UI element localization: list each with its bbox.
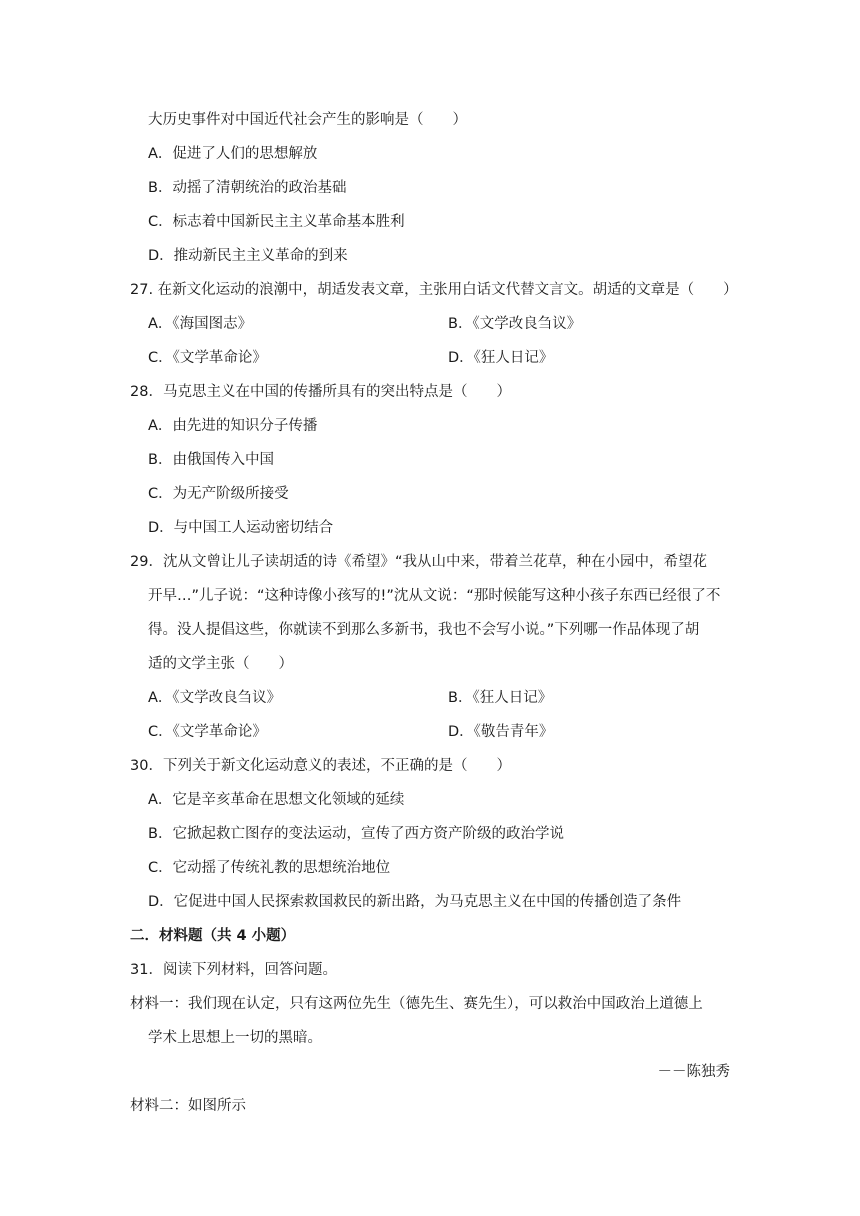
q28-option-c: C．为无产阶级所接受 bbox=[148, 486, 289, 502]
q28-option-b: B．由俄国传入中国 bbox=[148, 452, 274, 468]
q29-option-a: A．《文学改良刍议》 bbox=[148, 690, 282, 706]
q27-option-b: B．《文学改良刍议》 bbox=[448, 316, 582, 332]
q26-stem-continuation: 大历史事件对中国近代社会产生的影响是（ ） bbox=[148, 112, 467, 128]
material-1-line-2: 学术上思想上一切的黑暗。 bbox=[148, 1030, 322, 1046]
material-1-source: －－陈独秀 bbox=[657, 1064, 730, 1080]
q28-option-a: A．由先进的知识分子传播 bbox=[148, 418, 318, 434]
q30-option-a: A．它是辛亥革命在思想文化领域的延续 bbox=[148, 792, 405, 808]
q29-stem-line-4: 适的文学主张（ ） bbox=[148, 656, 293, 672]
q27-option-c: C．《文学革命论》 bbox=[148, 350, 267, 366]
q26-option-c: C．标志着中国新民主主义革命基本胜利 bbox=[148, 214, 405, 230]
q28-option-d: D．与中国工人运动密切结合 bbox=[148, 520, 334, 536]
q30-option-b: B．它掀起救亡图存的变法运动，宣传了西方资产阶级的政治学说 bbox=[148, 826, 564, 842]
q29-stem-line-2: 开早…”儿子说：“这种诗像小孩写的!”沈从文说：“那时候能写这种小孩子东西已经很了不 bbox=[148, 588, 721, 604]
q26-option-d: D．推动新民主主义革命的到来 bbox=[148, 248, 348, 264]
q26-option-a: A．促进了人们的思想解放 bbox=[148, 146, 318, 162]
q30-option-d: D．它促进中国人民探索救国救民的新出路，为马克思主义在中国的传播创造了条件 bbox=[148, 894, 682, 910]
q29-option-d: D．《敬告青年》 bbox=[448, 724, 554, 740]
q28-stem: 28．马克思主义在中国的传播所具有的突出特点是（ ） bbox=[130, 384, 511, 400]
material-1-line-1: 材料一：我们现在认定，只有这两位先生（德先生、赛先生），可以救治中国政治上道德上 bbox=[130, 996, 703, 1012]
q29-stem-line-1: 29．沈从文曾让儿子读胡适的诗《希望》“我从山中来，带着兰花草，种在小园中，希望花 bbox=[130, 554, 707, 570]
q31-stem: 31．阅读下列材料，回答问题。 bbox=[130, 962, 337, 978]
q27-option-a: A．《海国图志》 bbox=[148, 316, 253, 332]
q27-stem: 27. 在新文化运动的浪潮中，胡适发表文章，主张用白话文代替文言文。胡适的文章是（ ） bbox=[130, 282, 738, 298]
q27-option-d: D．《狂人日记》 bbox=[448, 350, 554, 366]
section-2-title: 二．材料题（共 4 小题） bbox=[130, 928, 296, 944]
q29-stem-line-3: 得。没人提倡这些，你就读不到那么多新书，我也不会写小说。”下列哪一作品体现了胡 bbox=[148, 622, 700, 638]
q30-stem: 30．下列关于新文化运动意义的表述，不正确的是（ ） bbox=[130, 758, 511, 774]
q30-option-c: C．它动摇了传统礼教的思想统治地位 bbox=[148, 860, 391, 876]
q29-option-c: C．《文学革命论》 bbox=[148, 724, 267, 740]
material-2-caption: 材料二：如图所示 bbox=[130, 1098, 246, 1114]
q29-option-b: B．《狂人日记》 bbox=[448, 690, 553, 706]
q26-option-b: B．动摇了清朝统治的政治基础 bbox=[148, 180, 347, 196]
